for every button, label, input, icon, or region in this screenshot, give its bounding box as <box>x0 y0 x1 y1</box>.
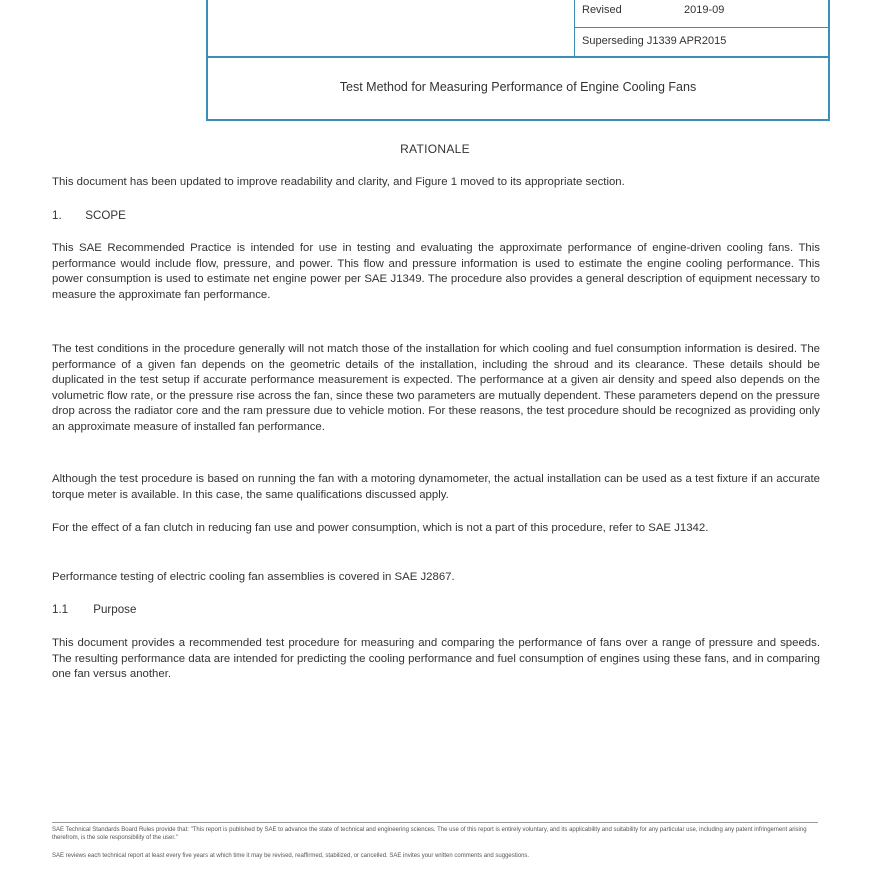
scope-paragraph-3: Although the test procedure is based on running the fan with a motoring dynamometer, the actual installation can be used as a test fixture if an accurate torque meter is available. In this case, the same qualifications discussed apply. <box>52 473 820 501</box>
header-meta-divider <box>574 0 575 56</box>
scope-title: SCOPE <box>85 209 126 222</box>
purpose-number: 1.1 <box>52 603 69 616</box>
scope-paragraph-1: This SAE Recommended Practice is intended for use in testing and evaluating the approximate performance of engine-driven cooling fans. This performance would include flow, pressure, and power. This flow and pressure information is used to estimate the engine cooling performance. This power consumption is used to estimate net engine power per SAE J1349. The procedure also provides a general description of equipment necessary to measure the approximate fan performance. <box>52 242 820 301</box>
scope-paragraph-2: The test conditions in the procedure generally will not match those of the installation for which cooling and fuel consumption information is desired. The performance of a given fan depends on the geometric details of the installation, including the shroud and its clearance. These details should be duplicated in the test setup if accurate performance measurement is expected. The performance at a given air density and speed also depends on the volumetric flow rate, or the pressure rise across the fan, since these two parameters are mutually dependent. These parameters depend on the pressure drop across the radiator core and the ram pressure due to vehicle motion. For these reasons, the test procedure should be recognized as providing only an approximate measure of installed fan performance. <box>52 343 820 433</box>
superseding-note: Superseding J1339 APR2015 <box>582 35 727 47</box>
document-header-box <box>206 0 830 121</box>
header-top-section <box>208 0 828 58</box>
revised-date: 2019-09 <box>684 4 725 16</box>
purpose-paragraph: This document provides a recommended test procedure for measuring and comparing the performance of fans over a range of pressure and speeds. The resulting performance data are intended for predicting the cooling performance and fuel consumption of engines using these fans, and in comparing one fan versus another. <box>52 637 820 680</box>
document-title: Test Method for Measuring Performance of Engine Cooling Fans <box>339 80 697 94</box>
rationale-text: This document has been updated to improve readability and clarity, and Figure 1 moved to its appropriate section. <box>52 176 625 188</box>
rationale-heading: RATIONALE <box>400 142 470 156</box>
revised-label: Revised <box>582 4 622 16</box>
scope-paragraph-5: Performance testing of electric cooling fan assemblies is covered in SAE J2867. <box>52 571 455 583</box>
scope-number: 1. <box>52 209 62 222</box>
footer-review-text: SAE reviews each technical report at least every five years at which time it may be revised, reaffirmed, stabilized, or cancelled. SAE invites your written comments and suggestions. <box>52 853 530 859</box>
footer-rules-text: SAE Technical Standards Board Rules provide that: "This report is published by SAE to advance the state of technical and engineering sciences. The use of this report is entirely voluntary, and its applicability and suitability for any particular use, including any patent infringement arising therefrom, is the sole responsibility of the user." <box>52 827 807 841</box>
purpose-heading <box>52 603 136 616</box>
scope-paragraph-4: For the effect of a fan clutch in reducing fan use and power consumption, which is not a part of this procedure, refer to SAE J1342. <box>52 522 709 534</box>
purpose-title: Purpose <box>93 603 137 616</box>
scope-heading <box>52 209 126 222</box>
footer-divider <box>52 822 818 823</box>
header-meta-row-divider <box>574 27 828 28</box>
